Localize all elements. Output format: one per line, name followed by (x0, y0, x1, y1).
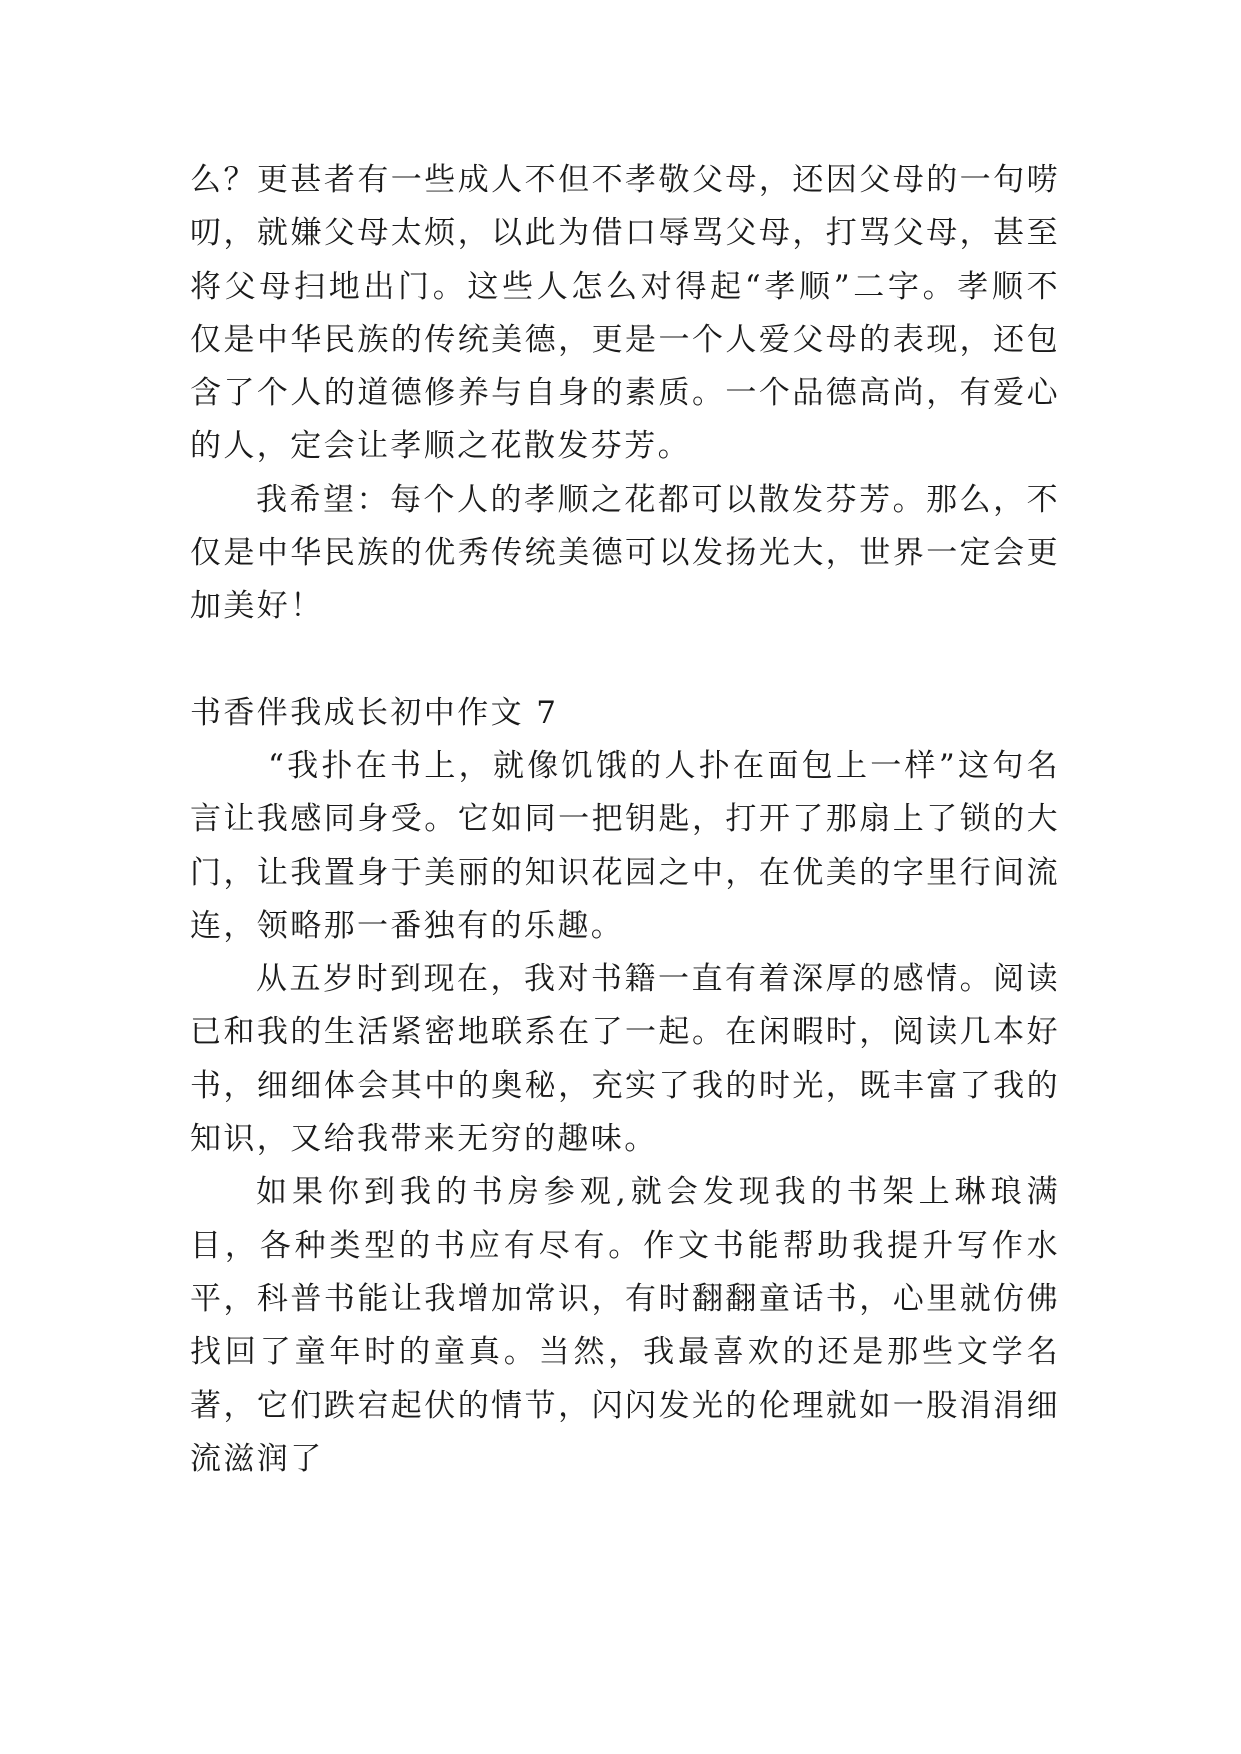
paragraph-continued: 么？更甚者有一些成人不但不孝敬父母，还因父母的一句唠叨，就嫌父母太烦，以此为借口辱骂父母，打骂父母，甚至将父母扫地出门。这些人怎么对得起“孝顺”二字。孝顺不仅是中华民族的传统美德，更是一个人爱父母的表现，还包含了个人的道德修养与自身的素质。一个品德高尚，有爱心的人，定会让孝顺之花散发芬芳。 (190, 162, 1060, 465)
document-body (190, 154, 1060, 1486)
section-title: 书香伴我成长初中作文 7 (190, 694, 559, 731)
paragraph: 如果你到我的书房参观,就会发现我的书架上琳琅满目，各种类型的书应有尽有。作文书能帮助我提升写作水平，科普书能让我增加常识，有时翻翻童话书，心里就仿佛找回了童年时的童真。当然，我最喜欢的还是那些文学名著，它们跌宕起伏的情节，闪闪发光的伦理就如一股涓涓细流滋润了 (190, 1174, 1060, 1477)
paragraph: 我希望：每个人的孝顺之花都可以散发芬芳。那么，不仅是中华民族的优秀传统美德可以发扬光大，世界一定会更加美好！ (190, 481, 1060, 625)
paragraph: 从五岁时到现在，我对书籍一直有着深厚的感情。阅读已和我的生活紧密地联系在了一起。在闲暇时，阅读几本好书，细细体会其中的奥秘，充实了我的时光，既丰富了我的知识，又给我带来无穷的趣味。 (190, 961, 1060, 1158)
paragraph: “我扑在书上，就像饥饿的人扑在面包上一样”这句名言让我感同身受。它如同一把钥匙，打开了那扇上了锁的大门，让我置身于美丽的知识花园之中，在优美的字里行间流连，领略那一番独有的乐趣。 (190, 747, 1060, 944)
